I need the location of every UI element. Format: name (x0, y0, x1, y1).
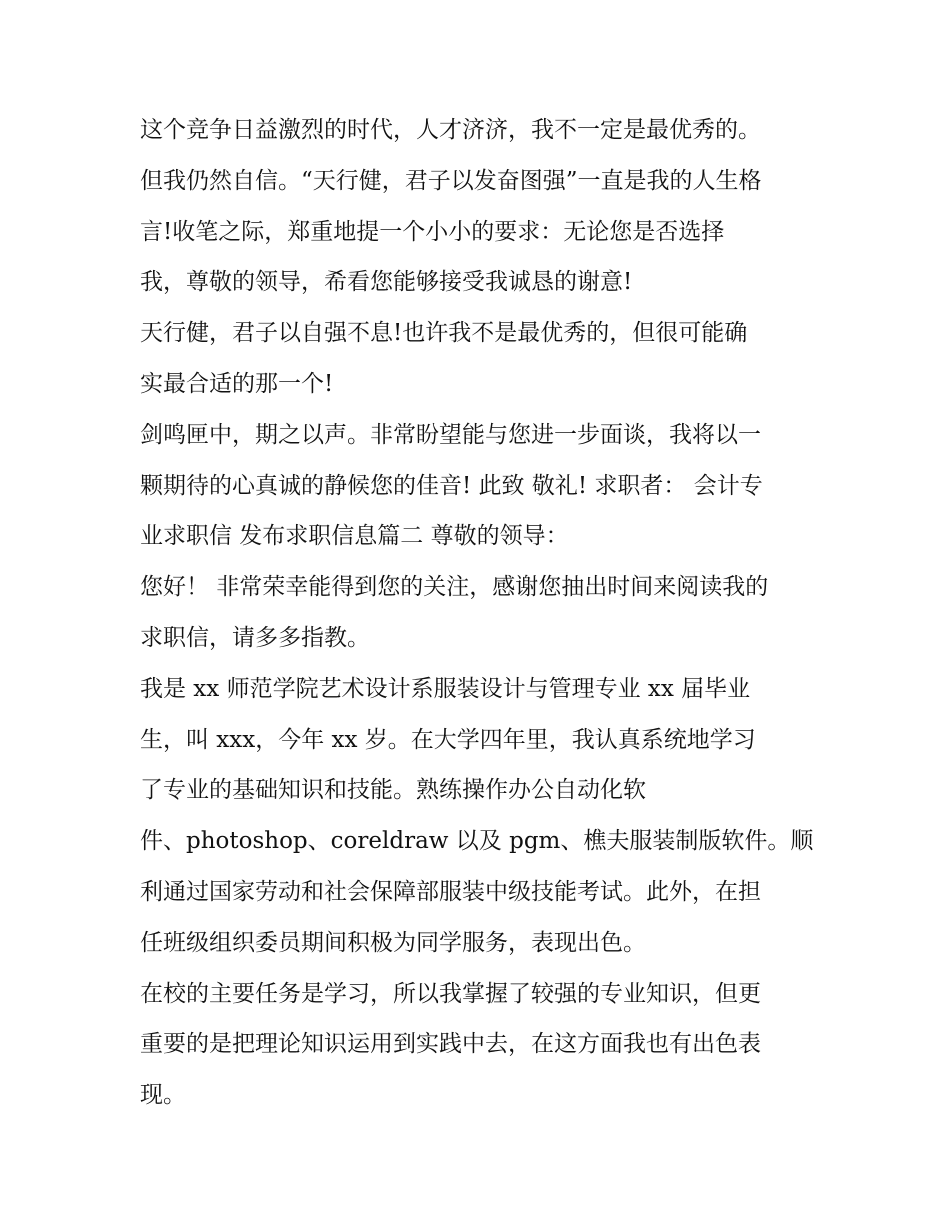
text-line: 现。 (140, 1082, 186, 1109)
text-line: 我是 xx 师范学院艺术设计系服装设计与管理专业 xx 届毕业 (140, 675, 751, 702)
text-line: 任班级组织委员期间积极为同学服务，表现出色。 (140, 929, 646, 956)
document-body (140, 105, 840, 1121)
text-line: 但我仍然自信。“天行健，君子以发奋图强”一直是我的人生格 (140, 167, 762, 194)
text-line: 生，叫 xxx，今年 xx 岁。在大学四年里，我认真系统地学习 (140, 726, 756, 753)
text-line: 这个竞争日益激烈的时代，人才济济，我不一定是最优秀的。 (140, 117, 761, 143)
text-line: 件、photoshop、coreldraw 以及 pgm、樵夫服装制版软件。顺 (140, 828, 814, 855)
text-line: 颗期待的心真诚的静候您的佳音! 此致 敬礼! 求职者： 会计专 (140, 472, 763, 499)
text-line: 言!收笔之际，郑重地提一个小小的要求：无论您是否选择 (140, 218, 725, 245)
text-line: 实最合适的那一个! (140, 370, 334, 397)
text-line: 剑鸣匣中，期之以声。非常盼望能与您进一步面谈，我将以一 (140, 421, 761, 448)
text-line: 您好！ 非常荣幸能得到您的关注，感谢您抽出时间来阅读我的 (140, 574, 769, 601)
text-line: 天行健，君子以自强不息!也许我不是最优秀的，但很可能确 (140, 320, 748, 347)
text-line: 业求职信 发布求职信息篇二 尊敬的领导： (140, 523, 569, 550)
text-line: 求职信，请多多指教。 (140, 624, 370, 651)
text-line: 利通过国家劳动和社会保障部服装中级技能考试。此外，在担 (140, 878, 761, 905)
text-line: 我，尊敬的领导，希看您能够接受我诚恳的谢意! (140, 269, 633, 296)
text-line: 了专业的基础知识和技能。熟练操作办公自动化软 (140, 777, 646, 804)
text-line: 在校的主要任务是学习，所以我掌握了较强的专业知识，但更 (140, 980, 761, 1007)
text-line: 重要的是把理论知识运用到实践中去，在这方面我也有出色表 (140, 1031, 761, 1058)
